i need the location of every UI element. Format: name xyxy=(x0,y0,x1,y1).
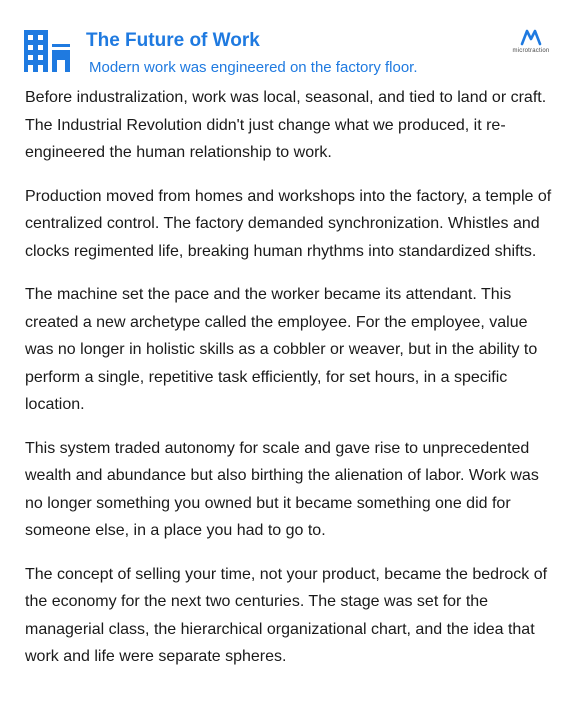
microtraction-logo xyxy=(508,28,554,58)
building-icon xyxy=(24,30,70,72)
paragraph-1: Before industralization, work was local, seasonal, and tied to land or craft. The Industrial Revolution didn't just change what we produced, it re-engineered the human relationship to work. xyxy=(25,89,547,161)
page-subtitle: Modern work was engineered on the factory floor. xyxy=(89,59,418,76)
page-title: The Future of Work xyxy=(86,30,260,51)
paragraph-3: The machine set the pace and the worker became its attendant. This created a new archetype called the employee. For the employee, value was no longer in holistic skills as a cobbler or weaver, but in the ability to perform a single, repetitive task efficiently, for set hours, in a specific location. xyxy=(25,286,538,413)
microtraction-logo-icon xyxy=(520,28,542,46)
paragraph-4: This system traded autonomy for scale and gave rise to unprecedented wealth and abundance but also birthing the alienation of labor. Work was no longer something you owned but it became something one did for someone else, in a place you had to go to. xyxy=(25,439,539,539)
logo-text: microtraction xyxy=(512,48,550,54)
page-header xyxy=(0,0,577,84)
paragraph-2: Production moved from homes and workshops into the factory, a temple of centralized control. The factory demanded synchronization. Whistles and clocks regimented life, breaking human rhythms into standardized shifts. xyxy=(25,187,552,260)
paragraph-5: The concept of selling your time, not your product, became the bedrock of the economy for the next two centuries. The stage was set for the managerial class, the hierarchical organizational chart, and the idea that work and life were separate spheres. xyxy=(25,565,548,665)
article-body xyxy=(25,84,555,687)
header-titles xyxy=(86,29,418,78)
